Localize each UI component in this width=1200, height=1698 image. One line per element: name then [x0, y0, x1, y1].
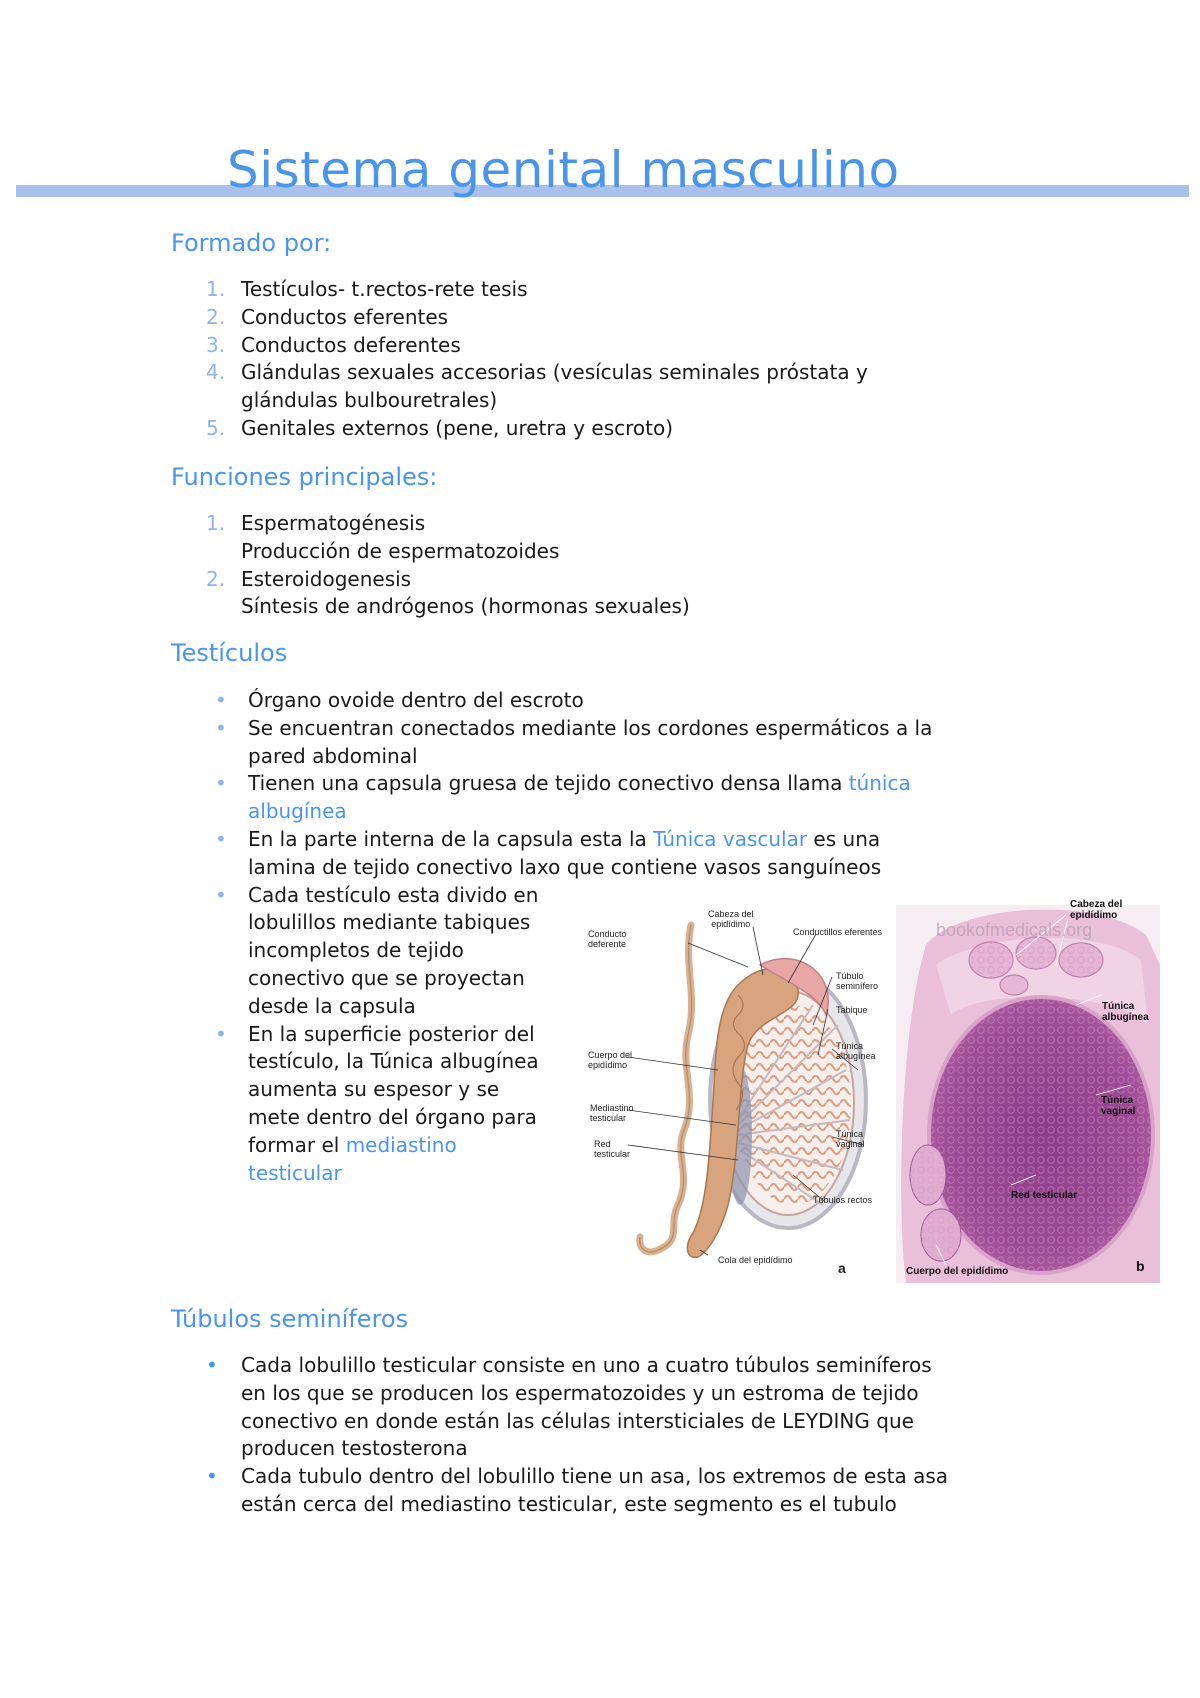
label-cuerpo-epididimo: Cuerpo del epidídimo — [588, 1050, 633, 1070]
label-mediastino: Mediastino testicular — [590, 1103, 634, 1123]
label-b-red: Red testicular — [1011, 1190, 1078, 1201]
label-cabeza-epididimo: Cabeza del epidídimo — [708, 909, 754, 929]
label-tubulo-seminifero: Túbulo seminífero — [836, 971, 879, 991]
heading-tubulos: Túbulos seminíferos — [171, 1305, 409, 1333]
funciones-list — [206, 510, 690, 621]
heading-formado-por: Formado por: — [171, 229, 332, 257]
title-block — [0, 140, 1200, 210]
label-red-testicular: Red testicular — [594, 1139, 631, 1159]
list-item: 3. Conductos deferentes — [206, 332, 461, 357]
list-item: 5. Genitales externos (pene, uretra y escroto) — [206, 415, 674, 440]
label-b-cabeza: Cabeza del epidídimo — [1070, 899, 1123, 921]
label-conductillos: Conductillos eferentes — [793, 927, 883, 937]
term-tunica-albuginea-cont: albugínea — [248, 799, 347, 824]
list-item: • Se encuentran conectados mediante los cordones espermáticos a la pared abdominal — [215, 715, 933, 768]
panel-letter-a: a — [838, 1260, 846, 1276]
heading-testiculos: Testículos — [171, 639, 288, 667]
list-item: 2. Conductos eferentes — [206, 304, 449, 329]
label-tabique: Tabique — [836, 1005, 868, 1015]
list-item: • Cada lobulillo testicular consiste en uno a cuatro túbulos seminíferos en los que se producen los espermatozoides y un estroma de tejido conectivo en donde están las células intersticiales de LEYDING que producen testosterona — [206, 1353, 932, 1461]
list-item: 4. Glándulas sexuales accesorias (vesículas seminales próstata y glándulas bulbouretrales) — [206, 360, 868, 413]
page-title: Sistema genital masculino — [227, 141, 900, 199]
term-mediastino-cont: testicular — [248, 1160, 342, 1185]
label-tunica-vaginal: Túnica vaginal — [836, 1129, 865, 1149]
list-item: • En la parte interna de la capsula esta la Túnica vascular es una lamina de tejido conectivo laxo que contiene vasos sanguíneos — [215, 826, 882, 879]
diagram-labels — [588, 905, 888, 1283]
label-tunica-albuginea: Túnica albugínea — [836, 1041, 876, 1061]
label-b-tunica-albuginea: Túnica albugínea — [1102, 1001, 1149, 1023]
tubulos-list — [206, 1352, 949, 1519]
list-item: • Cada tubulo dentro del lobulillo tiene un asa, los extremos de esta asa están cerca del mediastino testicular, este segmento es el tubulo — [206, 1464, 949, 1516]
anatomy-figure — [588, 899, 1160, 1283]
label-cola-epididimo: Cola del epidídimo — [718, 1255, 793, 1265]
list-item: 2. Esteroidogenesis Síntesis de andrógenos (hormonas sexuales) — [206, 566, 690, 619]
formado-list — [206, 276, 868, 443]
term-mediastino: mediastino — [345, 1132, 457, 1157]
label-b-cuerpo: Cuerpo del epidídimo — [906, 1266, 1009, 1277]
list-item: • Tienen una capsula gruesa de tejido conectivo densa llama túnica albugínea — [215, 771, 911, 824]
term-tunica-vascular: Túnica vascular — [653, 826, 808, 851]
micrograph-labels — [896, 899, 1160, 1283]
list-item: • En la superficie posterior del testículo, la Túnica albugínea aumenta su espesor y se mete dentro del órgano para formar el mediastino testicular — [215, 1021, 539, 1185]
label-b-tunica-vaginal: Túnica vaginal — [1101, 1095, 1136, 1117]
heading-funciones: Funciones principales: — [171, 463, 438, 491]
watermark: bookofmedicals.org — [936, 920, 1093, 940]
list-item: • Órgano ovoide dentro del escroto — [215, 688, 584, 712]
panel-letter-b: b — [1136, 1258, 1145, 1274]
label-conducto-deferente: Conducto deferente — [588, 929, 627, 949]
list-item: 1. Espermatogénesis Producción de espermatozoides — [206, 511, 560, 563]
term-tunica-albuginea: túnica — [848, 771, 911, 796]
list-item: • Cada testículo esta divido en lobulillos mediante tabiques incompletos de tejido conectivo que se proyectan desde la capsula — [215, 882, 539, 1018]
list-item: 1. Testículos- t.rectos-rete tesis — [206, 277, 528, 301]
label-tubulos-rectos: Túbulos rectos — [813, 1195, 873, 1205]
